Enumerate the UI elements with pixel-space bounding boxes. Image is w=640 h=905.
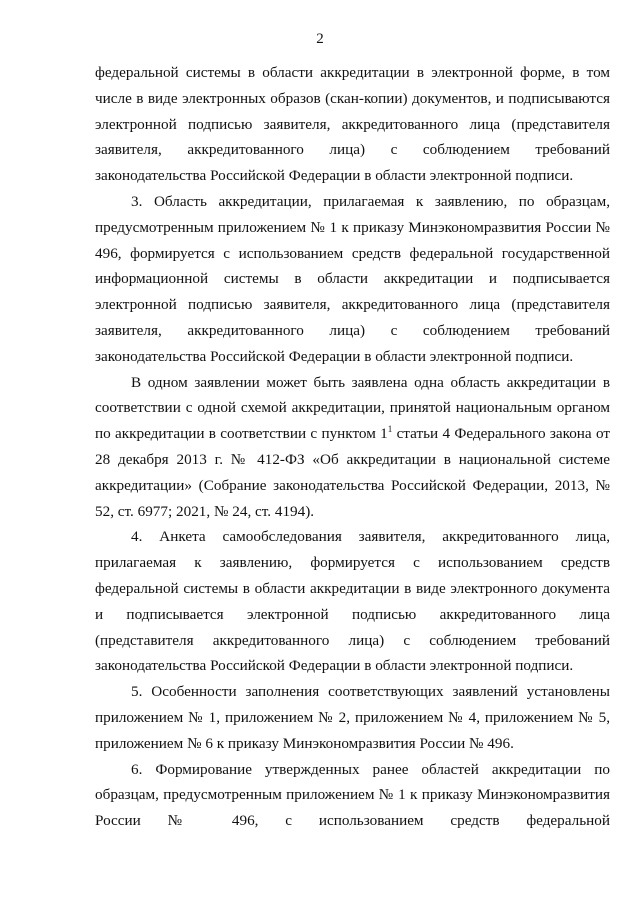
page-number: 2: [316, 31, 324, 47]
paragraph-6: 6. Формирование утвержденных ранее областей аккредитации по образцам, предусмотренным приложением № 1 к приказу Минэкономразвития России № 496, с использованием средств федеральной: [95, 760, 610, 830]
document-body: [95, 60, 610, 834]
paragraph-5: 5. Особенности заполнения соответствующих заявлений установлены приложением № 1, приложением № 2, приложением № 4, приложением № 5, приложением № 6 к приказу Минэкономразвития России № 496.: [95, 683, 610, 752]
paragraph-continuation: федеральной системы в области аккредитации в электронной форме, в том числе в виде электронных образов (скан-копии) документов, и подписываются электронной подписью заявителя, аккредитованного лица (представителя заявителя, аккредитованного лица) с соблюдением требований законодательства Российской Федерации в области электронной подписи.: [95, 64, 610, 185]
paragraph-3: 3. Область аккредитации, прилагаемая к заявлению, по образцам, предусмотренным приложением № 1 к приказу Минэкономразвития России № 496, формируется с использованием средств федеральной государственной информационной системы в области аккредитации и подписывается электронной подписью заявителя, аккредитованного лица (представителя заявителя, аккредитованного лица) с соблюдением требований законодательства Российской Федерации в области электронной подписи.: [95, 192, 610, 365]
paragraph-4: 4. Анкета самообследования заявителя, аккредитованного лица, прилагаемая к заявлению, формируется с использованием средств федеральной системы в области аккредитации в виде электронного документа и подписывается электронной подписью аккредитованного лица (представителя аккредитованного лица) с соблюдением требований законодательства Российской Федерации в области электронной подписи.: [95, 528, 610, 675]
paragraph-scope-text-2: статьи 4 Федерального закона от 28 декабря 2013 г. № 412-ФЗ «Об аккредитации в национальной системе аккредитации» (Собрание законодательства Российской Федерации, 2013, № 52, ст. 6977; 2021, № 24, ст. 4194).: [95, 425, 611, 520]
paragraph-scope: [95, 370, 610, 525]
footnote-superscript: 1: [387, 424, 393, 435]
paragraph-scope-text: В одном заявлении может быть заявлена одна область аккредитации в соответствии с одной схемой аккредитации, принятой национальным органом по аккредитации в соответствии с пунктом 1: [95, 373, 610, 443]
